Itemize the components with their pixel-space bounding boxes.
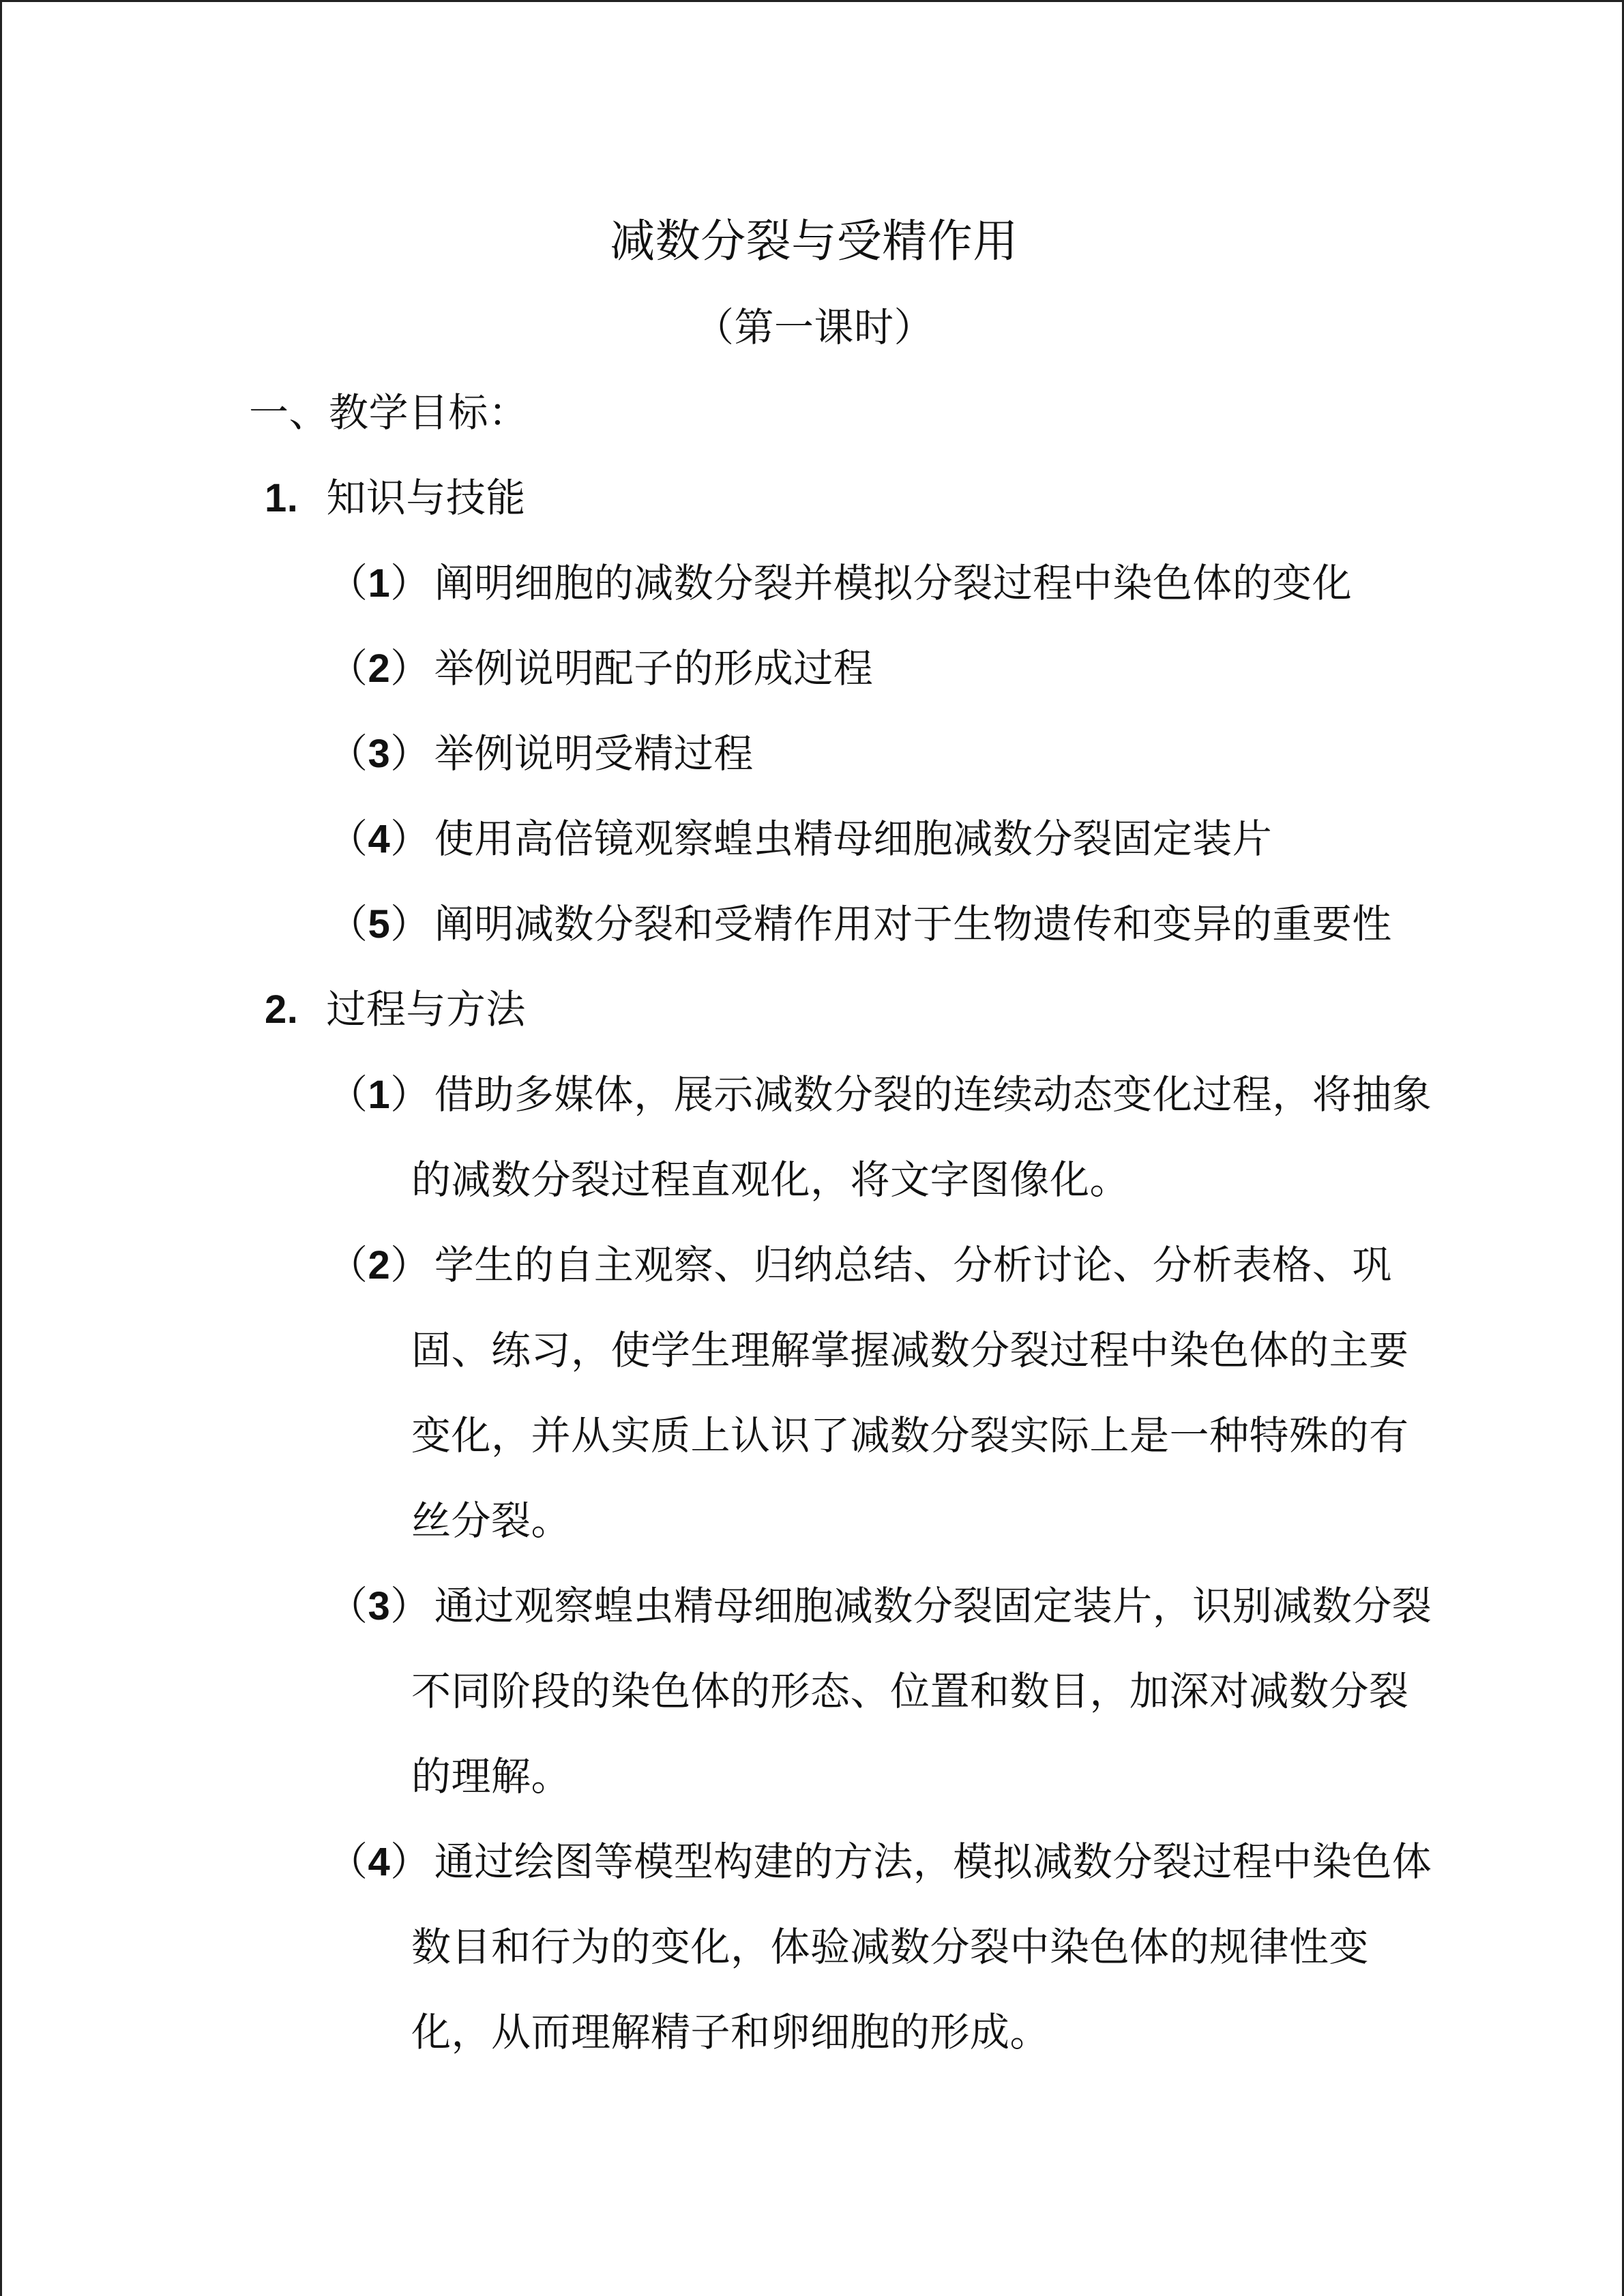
list-marker: （1）: [328, 1071, 430, 1118]
list-item: [328, 730, 754, 777]
list-marker: （1）: [328, 560, 430, 606]
list-item-text: 通过观察蝗虫精母细胞减数分裂固定装片，识别减数分裂: [434, 1583, 1432, 1629]
list-item-text: 阐明减数分裂和受精作用对于生物遗传和变异的重要性: [434, 901, 1392, 947]
list-item: [328, 560, 1353, 606]
list-item-text: 举例说明受精过程: [434, 730, 754, 777]
list-item-continuation: 化，从而理解精子和卵细胞的形成。: [411, 2009, 1050, 2055]
list-item-continuation: 固、练习，使学生理解掌握减数分裂过程中染色体的主要: [411, 1327, 1409, 1373]
list-item-continuation: 的减数分裂过程直观化，将文字图像化。: [411, 1157, 1130, 1203]
list-item-text: 阐明细胞的减数分裂并模拟分裂过程中染色体的变化: [434, 560, 1353, 606]
list-item: [328, 816, 1273, 862]
list-item-text: 学生的自主观察、归纳总结、分析讨论、分析表格、巩: [434, 1242, 1392, 1288]
section-heading: 一、教学目标：: [249, 389, 529, 436]
list-item: [328, 645, 874, 691]
list-item-continuation: 的理解。: [411, 1753, 572, 1800]
list-item: [328, 1838, 1432, 1885]
subsection-title: 知识与技能: [326, 475, 526, 521]
subsection-number: 2.: [265, 987, 299, 1032]
list-marker: （2）: [328, 645, 430, 691]
subsection-heading: [265, 986, 526, 1032]
list-marker: （4）: [328, 816, 430, 862]
list-item: [328, 1071, 1432, 1118]
list-item-text: 借助多媒体，展示减数分裂的连续动态变化过程，将抽象: [434, 1071, 1432, 1118]
subsection-heading: [265, 475, 526, 521]
list-marker: （3）: [328, 1583, 430, 1629]
list-item-continuation: 丝分裂。: [411, 1497, 572, 1544]
list-marker: （5）: [328, 901, 430, 947]
subsection-title: 过程与方法: [326, 986, 526, 1032]
list-item-text: 举例说明配子的形成过程: [434, 645, 874, 691]
list-marker: （4）: [328, 1838, 430, 1885]
list-item: [328, 1242, 1392, 1288]
list-marker: （2）: [328, 1242, 430, 1288]
list-item: [328, 1583, 1432, 1629]
list-item-text: 通过绘图等模型构建的方法，模拟减数分裂过程中染色体: [434, 1838, 1432, 1885]
list-marker: （3）: [328, 730, 430, 777]
list-item: [328, 901, 1392, 947]
list-item-continuation: 数目和行为的变化，体验减数分裂中染色体的规律性变: [411, 1924, 1370, 1970]
list-item-continuation: 变化，并从实质上认识了减数分裂实际上是一种特殊的有: [411, 1412, 1409, 1459]
subsection-number: 1.: [265, 476, 299, 520]
list-item-text: 使用高倍镜观察蝗虫精母细胞减数分裂固定装片: [434, 816, 1273, 862]
document-title: 减数分裂与受精作用: [610, 215, 1018, 267]
list-item-continuation: 不同阶段的染色体的形态、位置和数目，加深对减数分裂: [411, 1668, 1409, 1714]
document-subtitle: （第一课时）: [694, 304, 934, 351]
